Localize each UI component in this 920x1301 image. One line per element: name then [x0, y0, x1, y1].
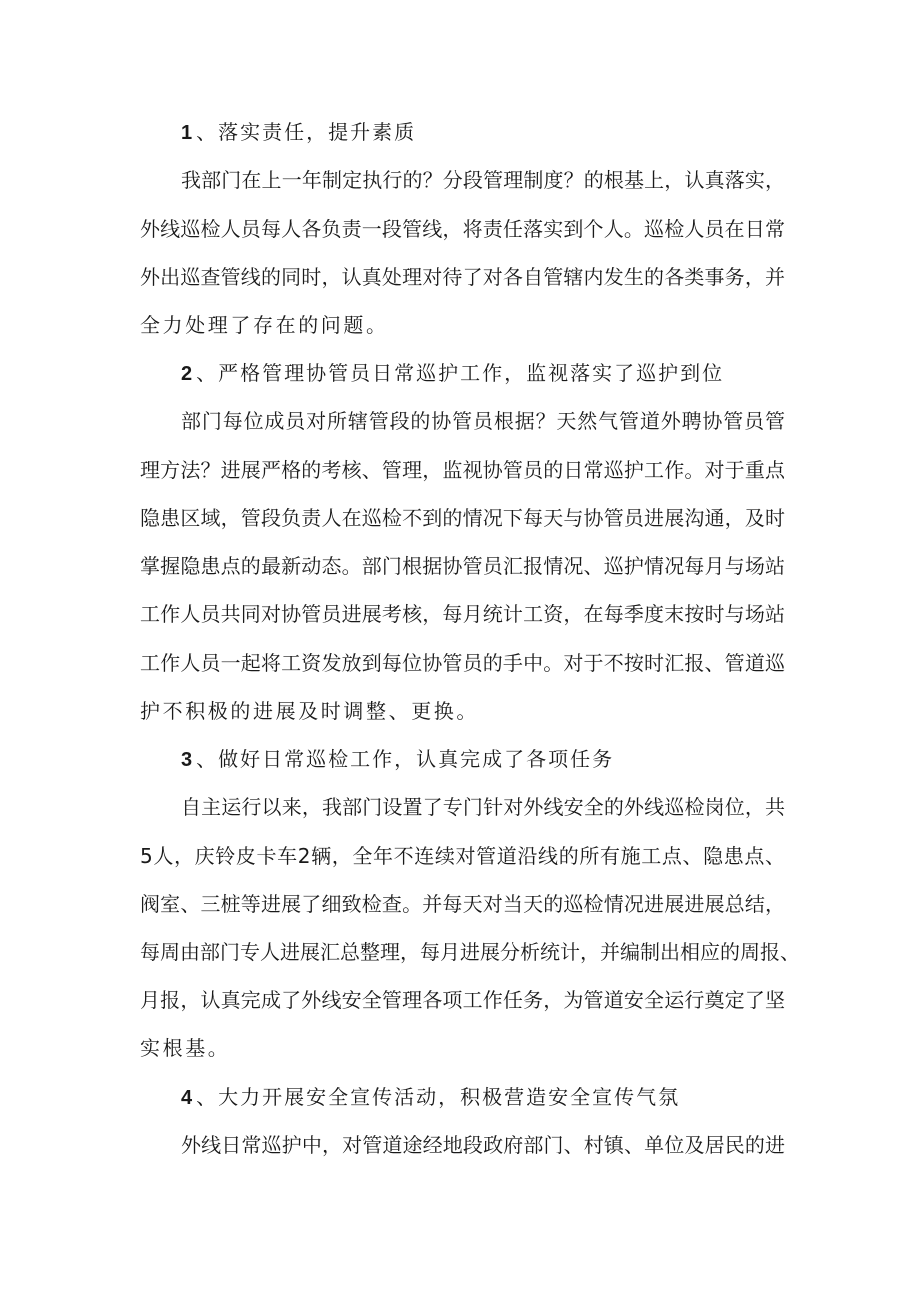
section-number: 3 — [181, 749, 193, 771]
section-number: 4 — [181, 1087, 193, 1109]
paragraph-line: 5人，庆铃皮卡车2辆，全年不连续对管道沿线的所有施工点、隐患点、 — [140, 844, 785, 868]
paragraph-line: 外线日常巡护中，对管道途经地段政府部门、村镇、单位及居民的进 — [181, 1133, 785, 1157]
paragraph-line: 掌握隐患点的最新动态。部门根据协管员汇报情况、巡护情况每月与场站 — [140, 554, 785, 578]
paragraph-line: 我部门在上一年制定执行的？分段管理制度？的根基上，认真落实， — [181, 168, 785, 192]
section-3-heading — [181, 743, 826, 775]
paragraph-line: 外出巡查管线的同时，认真处理对待了对各自管辖内发生的各类事务，并 — [140, 265, 785, 289]
paragraph-line: 实根基。 — [140, 1036, 231, 1060]
paragraph-line: 月报，认真完成了外线安全管理各项工作任务，为管道安全运行奠定了坚 — [140, 988, 785, 1012]
paragraph-line: 自主运行以来，我部门设置了专门针对外线安全的外线巡检岗位，共 — [181, 795, 785, 819]
paragraph-line: 部门每位成员对所辖管段的协管员根据？天然气管道外聘协管员管 — [181, 409, 785, 433]
paragraph-line: 阀室、三桩等进展了细致检查。并每天对当天的巡检情况进展进展总结， — [140, 892, 785, 916]
section-title: 、做好日常巡检工作，认真完成了各项任务 — [196, 747, 615, 771]
section-number: 2 — [181, 363, 193, 385]
section-title: 、落实责任，提升素质 — [196, 120, 417, 144]
paragraph-line: 理方法？进展严格的考核、管理，监视协管员的日常巡护工作。对于重点 — [140, 458, 785, 482]
section-number: 1 — [181, 122, 193, 144]
paragraph-line: 每周由部门专人进展汇总整理，每月进展分析统计，并编制出相应的周报、 — [140, 940, 800, 964]
paragraph-line: 护不积极的进展及时调整、更换。 — [140, 699, 479, 723]
section-title: 、大力开展安全宣传活动，积极营造安全宣传气氛 — [196, 1085, 681, 1109]
paragraph-line: 全力处理了存在的问题。 — [140, 313, 389, 337]
section-1-heading — [181, 116, 826, 148]
paragraph-line: 工作人员共同对协管员进展考核，每月统计工资，在每季度末按时与场站 — [140, 602, 785, 626]
paragraph-line: 工作人员一起将工资发放到每位协管员的手中。对于不按时汇报、管道巡 — [140, 651, 785, 675]
section-4-heading — [181, 1081, 826, 1113]
section-2-heading — [181, 357, 826, 389]
section-title: 、严格管理协管员日常巡护工作，监视落实了巡护到位 — [196, 361, 725, 385]
paragraph-line: 外线巡检人员每人各负责一段管线，将责任落实到个人。巡检人员在日常 — [140, 217, 785, 241]
paragraph-line: 隐患区域，管段负责人在巡检不到的情况下每天与协管员进展沟通，及时 — [140, 506, 785, 530]
